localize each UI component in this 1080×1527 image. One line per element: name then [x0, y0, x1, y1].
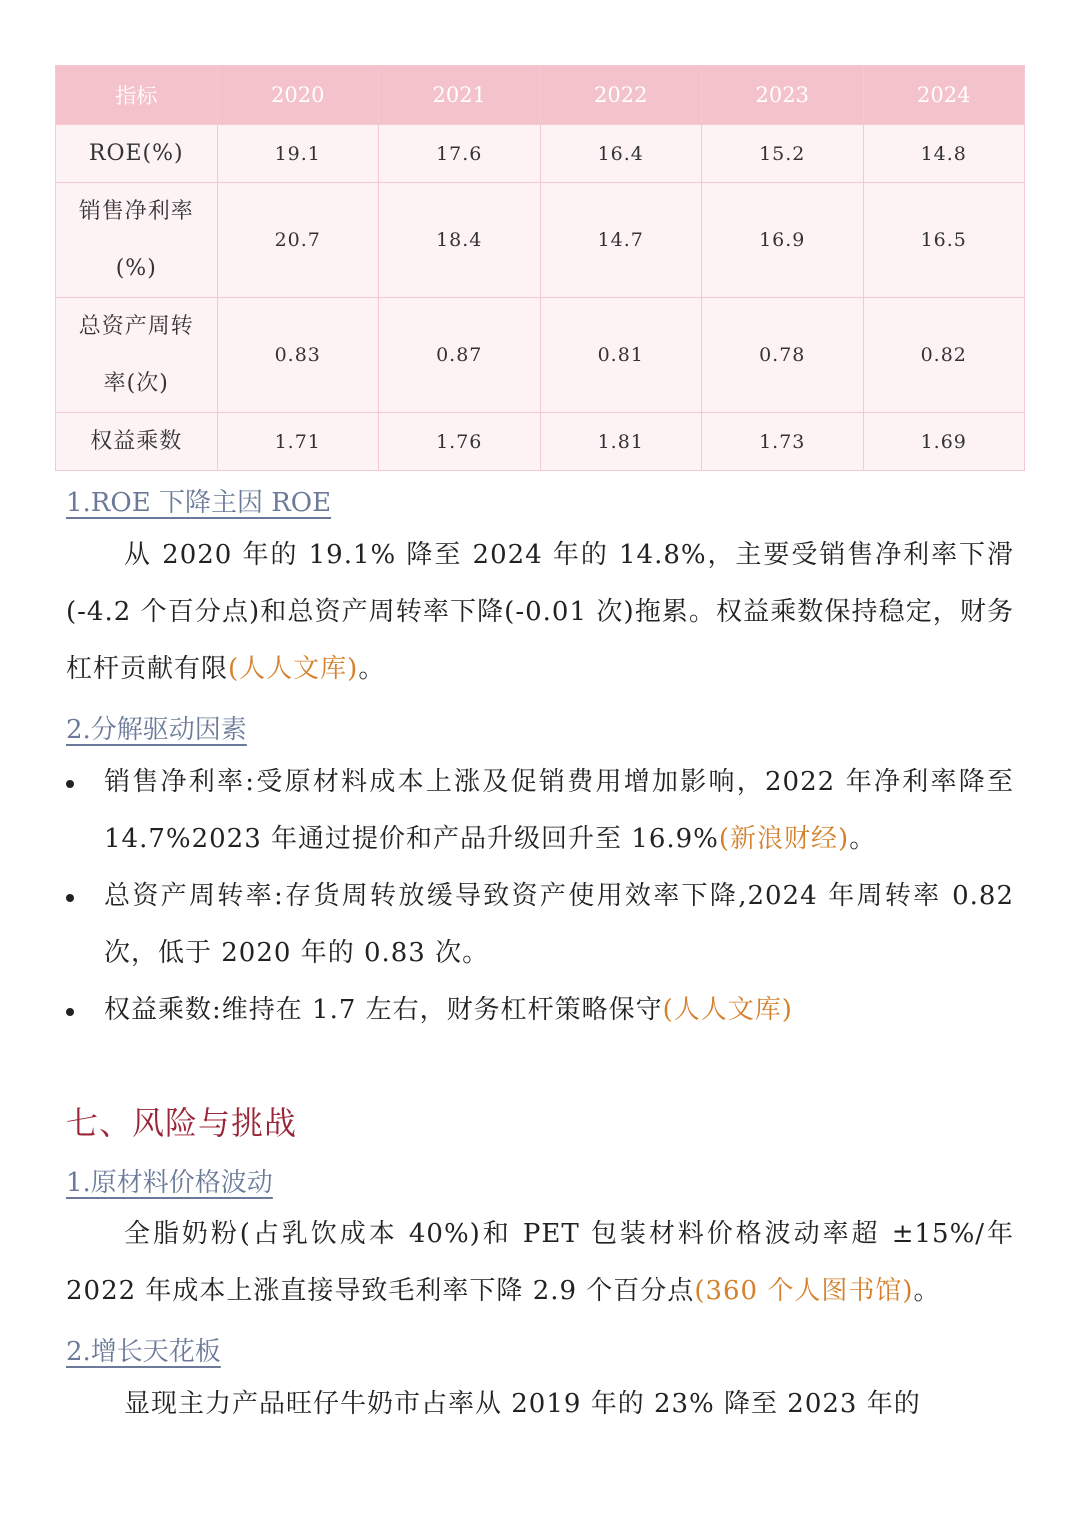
table-cell: 1.81: [540, 413, 702, 471]
table-row: [56, 125, 1025, 183]
paragraph-text: 从 2020 年的 19.1% 降至 2024 年的 14.8%，主要受销售净利率下滑(-4.2 个百分点)和总资产周转率下降(-0.01 次)拖累。权益乘数保持稳定，财务杠杆贡献有限: [66, 540, 1014, 684]
subheading-driver-decomposition[interactable]: 2.分解驱动因素: [66, 715, 247, 745]
section-title-risks: 七、风险与挑战: [66, 1104, 298, 1142]
table-cell: 19.1: [217, 125, 379, 183]
header-cell: 2020: [217, 66, 379, 125]
table-cell: 1.76: [379, 413, 541, 471]
table-cell: 14.7: [540, 183, 702, 298]
table-cell: 0.78: [702, 298, 864, 413]
row-label: 总资产周转率(次): [56, 298, 218, 413]
table-row: [56, 298, 1025, 413]
table-cell: 0.83: [217, 298, 379, 413]
financial-indicators-table: [55, 65, 1025, 471]
table-cell: 0.81: [540, 298, 702, 413]
table-cell: 1.73: [702, 413, 864, 471]
table-cell: 0.87: [379, 298, 541, 413]
source-link[interactable]: (360 个人图书馆): [694, 1276, 914, 1306]
bullet-text: 销售净利率:受原材料成本上涨及促销费用增加影响，2022 年净利率降至 14.7%2023 年通过提价和产品升级回升至 16.9%: [104, 767, 1014, 854]
subheading-raw-material[interactable]: 1.原材料价格波动: [66, 1168, 273, 1198]
bullet-icon: [66, 1008, 74, 1016]
table-cell: 16.9: [702, 183, 864, 298]
bullet-icon: [66, 780, 74, 788]
header-cell: 2022: [540, 66, 702, 125]
paragraph-raw-material: [66, 1206, 1014, 1320]
table-cell: 1.71: [217, 413, 379, 471]
source-link[interactable]: (新浪财经): [718, 824, 850, 854]
table-cell: 16.5: [863, 183, 1025, 298]
bullet-icon: [66, 894, 74, 902]
table-cell: 14.8: [863, 125, 1025, 183]
list-item: [66, 754, 1014, 868]
list-item: [66, 982, 1014, 1039]
table-cell: 1.69: [863, 413, 1025, 471]
table-row: [56, 183, 1025, 298]
subheading-roe-decline[interactable]: 1.ROE 下降主因 ROE: [66, 488, 332, 518]
table-cell: 15.2: [702, 125, 864, 183]
bullet-text: 总资产周转率:存货周转放缓导致资产使用效率下降,2024 年周转率 0.82 次，低于 2020 年的 0.83 次。: [104, 881, 1014, 968]
row-label: ROE(%): [56, 125, 218, 183]
paragraph-roe-decline: [66, 527, 1014, 698]
list-item: [66, 868, 1014, 982]
table-cell: 18.4: [379, 183, 541, 298]
source-link[interactable]: (人人文库): [228, 654, 359, 684]
header-cell: 2024: [863, 66, 1025, 125]
paragraph-tail: 。: [913, 1276, 941, 1306]
table-cell: 0.82: [863, 298, 1025, 413]
bullet-text: 权益乘数:维持在 1.7 左右，财务杠杆策略保守: [104, 995, 663, 1025]
bullet-tail: 。: [849, 824, 877, 854]
paragraph-growth-ceiling: [66, 1376, 1014, 1433]
table-cell: 20.7: [217, 183, 379, 298]
paragraph-tail: 。: [358, 654, 386, 684]
table-cell: 17.6: [379, 125, 541, 183]
header-cell: 2021: [379, 66, 541, 125]
paragraph-text: 全脂奶粉(占乳饮成本 40%)和 PET 包装材料价格波动率超 ±15%/年 2022 年成本上涨直接导致毛利率下降 2.9 个百分点: [66, 1219, 1014, 1306]
header-cell: 指标: [56, 66, 218, 125]
subheading-growth-ceiling[interactable]: 2.增长天花板: [66, 1337, 221, 1367]
row-label: 销售净利率(%): [56, 183, 218, 298]
paragraph-text: 显现主力产品旺仔牛奶市占率从 2019 年的 23% 降至 2023 年的: [124, 1389, 921, 1419]
driver-bullet-list: [66, 754, 1014, 1039]
table-header-row: [56, 66, 1025, 125]
header-cell: 2023: [702, 66, 864, 125]
table-cell: 16.4: [540, 125, 702, 183]
source-link[interactable]: (人人文库): [662, 995, 793, 1025]
table-row: [56, 413, 1025, 471]
row-label: 权益乘数: [56, 413, 218, 471]
